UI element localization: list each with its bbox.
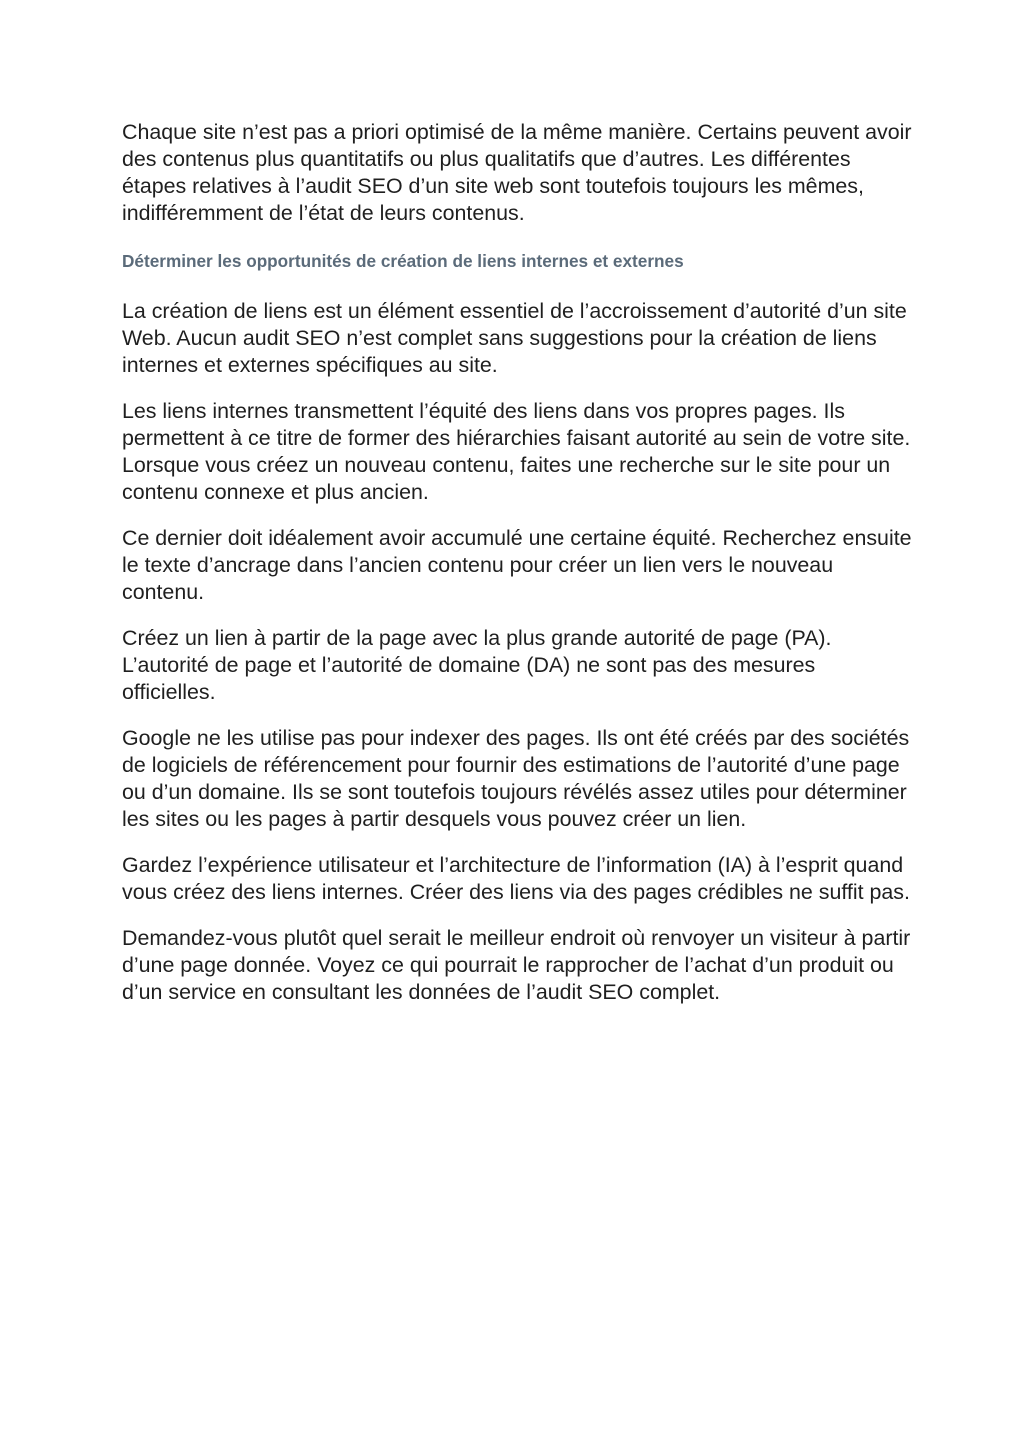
document-body — [122, 119, 912, 1025]
paragraph-google-metrics: Google ne les utilise pas pour indexer des pages. Ils ont été créés par des sociétés de logiciels de référencement pour fournir des estimations de l’autorité d’une page ou d’un domaine. Ils se sont toutefois toujours révélés assez utiles pour déterminer les sites ou les pages à partir desquels vous pouvez créer un lien. — [122, 726, 910, 831]
intro-paragraph: Chaque site n’est pas a priori optimisé de la même manière. Certains peuvent avoir des contenus plus quantitatifs ou plus qualitatifs que d’autres. Les différentes étapes relatives à l’audit SEO d’un site web sont toutefois toujours les mêmes, indifféremment de l’état de leurs contenus. — [122, 120, 912, 225]
paragraph-internal-links: Les liens internes transmettent l’équité des liens dans vos propres pages. Ils permettent à ce titre de former des hiérarchies faisant autorité au sein de votre site. Lorsque vous créez un nouveau contenu, faites une recherche sur le site pour un contenu connexe et plus ancien. — [122, 399, 911, 504]
paragraph-link-building: La création de liens est un élément essentiel de l’accroissement d’autorité d’un site Web. Aucun audit SEO n’est complet sans suggestions pour la création de liens internes et externes spécifiques au site. — [122, 299, 907, 377]
paragraph-anchor-text: Ce dernier doit idéalement avoir accumulé une certaine équité. Recherchez ensuite le texte d’ancrage dans l’ancien contenu pour créer un lien vers le nouveau contenu. — [122, 526, 912, 604]
paragraph-user-experience: Gardez l’expérience utilisateur et l’architecture de l’information (IA) à l’esprit quand vous créez des liens internes. Créer des liens via des pages crédibles ne suffit pas. — [122, 853, 910, 904]
section-heading: Déterminer les opportunités de création de liens internes et externes — [122, 251, 684, 271]
paragraph-best-destination: Demandez-vous plutôt quel serait le meilleur endroit où renvoyer un visiteur à partir d’une page donnée. Voyez ce qui pourrait le rapprocher de l’achat d’un produit ou d’un service en consultant les données de l’audit SEO complet. — [122, 926, 911, 1004]
paragraph-page-authority: Créez un lien à partir de la page avec la plus grande autorité de page (PA). L’autorité de page et l’autorité de domaine (DA) ne sont pas des mesures officielles. — [122, 626, 832, 704]
